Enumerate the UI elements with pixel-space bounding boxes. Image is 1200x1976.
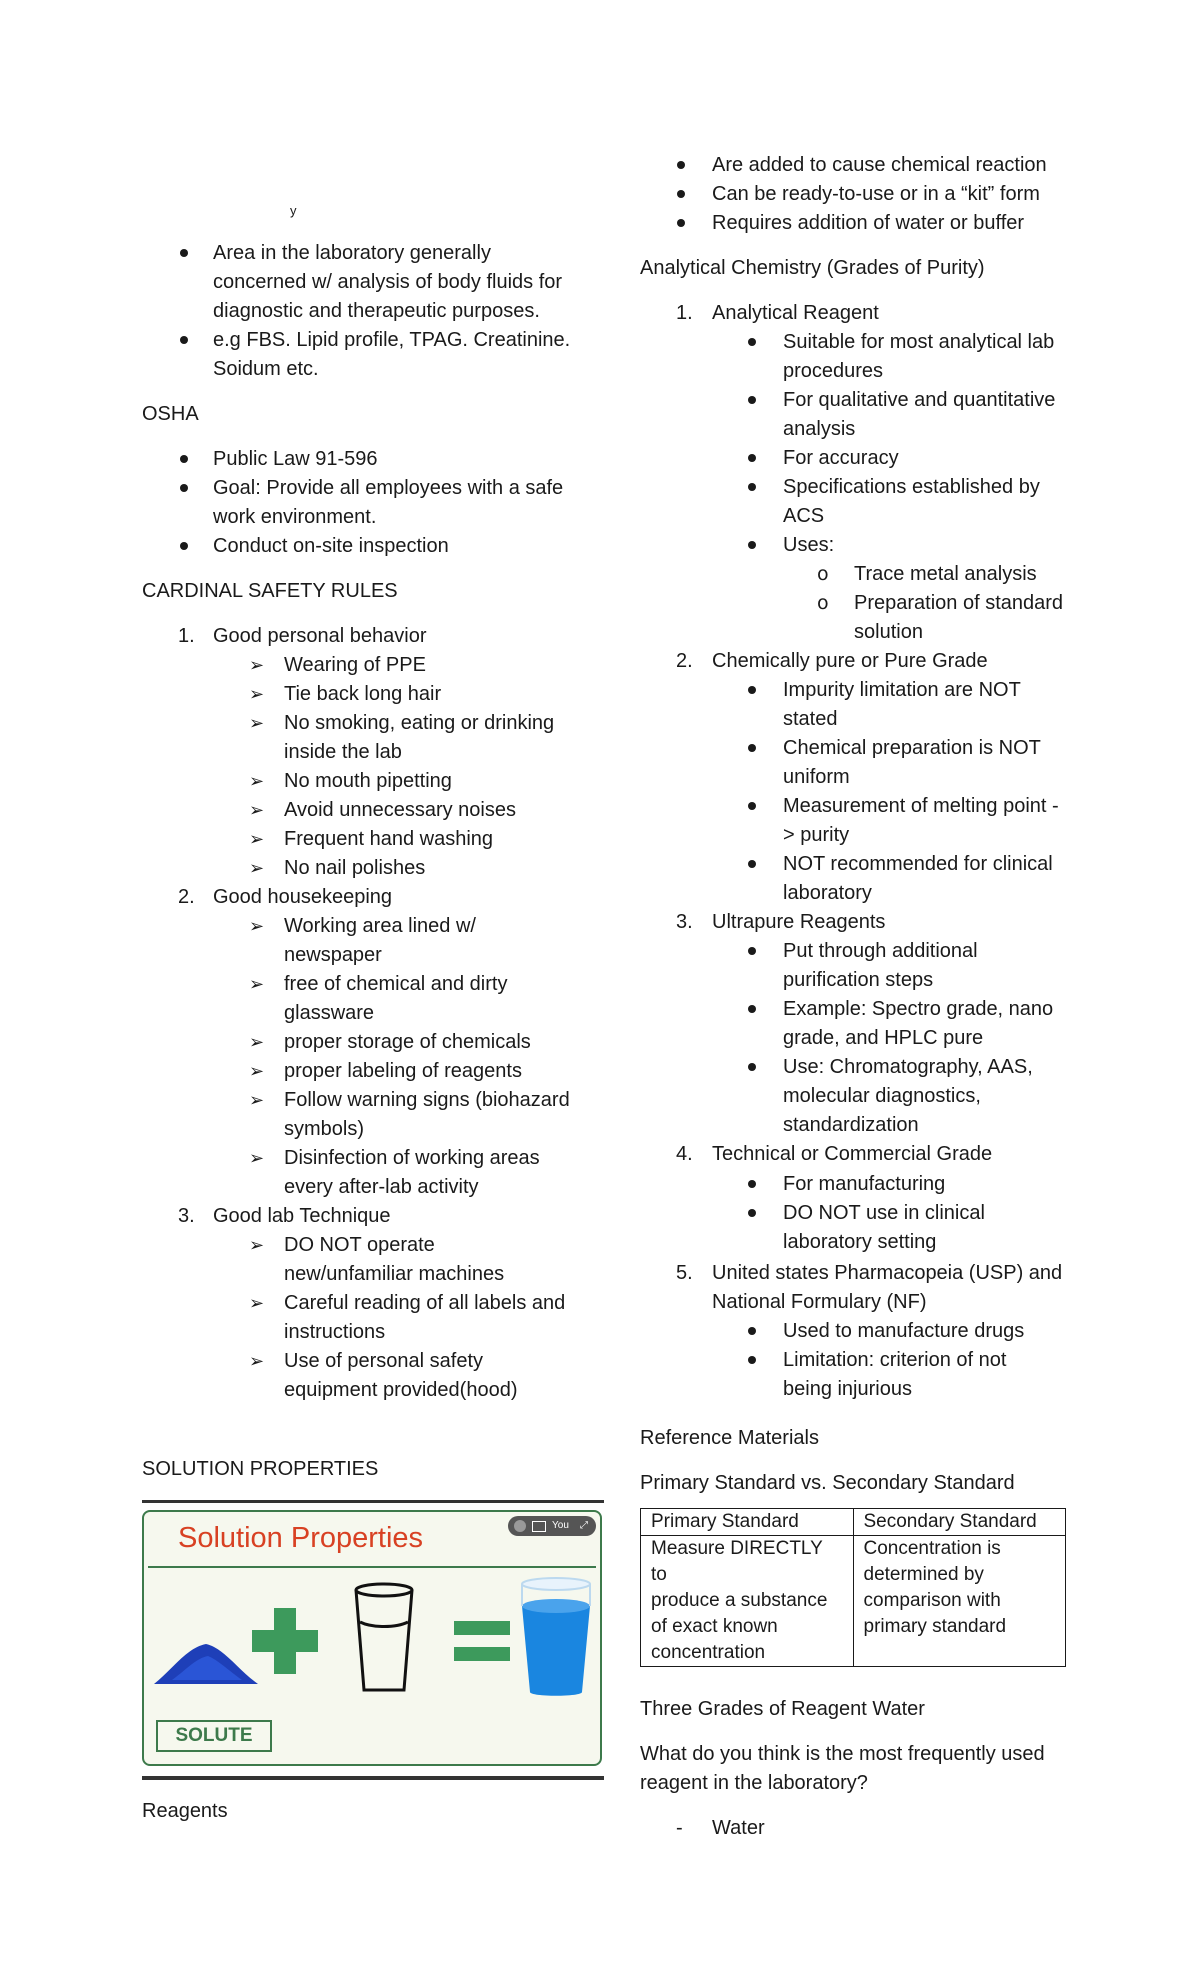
grade-item: For accuracy [783, 447, 899, 469]
grade-title: Technical or Commercial Grade [712, 1143, 993, 1165]
table-header-cell: Primary Standard [641, 1509, 854, 1536]
bullet-dot [748, 744, 756, 752]
bullet-dot [748, 1356, 756, 1364]
grade-number: 1. [676, 302, 693, 324]
analytical-heading: Analytical Chemistry (Grades of Purity) [640, 257, 985, 279]
rule-title: Good housekeeping [213, 886, 393, 908]
grade-number: 5. [676, 1262, 693, 1284]
grade-item: Used to manufacture drugs [783, 1320, 1025, 1342]
grade-item: Measurement of melting point - > purity [783, 795, 1059, 846]
image-title: Solution Properties [178, 1522, 424, 1554]
rule-item: No smoking, eating or drinking inside the lab [284, 712, 555, 763]
rule-item: Use of personal safety equipment provided(hood) [284, 1350, 518, 1401]
grade-item: Uses: [783, 534, 835, 556]
rule-item: Tie back long hair [284, 683, 442, 705]
grade-title: United states Pharmacopeia (USP) and National Formulary (NF) [712, 1262, 1063, 1313]
bullet-dot [748, 802, 756, 810]
bullet-dot [748, 1327, 756, 1335]
arrow-bullet-icon: ➢ [249, 1032, 265, 1053]
bullet-dot [180, 455, 188, 463]
bullet-dot [677, 161, 685, 169]
bullet-dot [180, 542, 188, 550]
primary-vs-secondary-heading: Primary Standard vs. Secondary Standard [640, 1472, 1015, 1494]
empty-glass-icon [352, 1582, 416, 1696]
rule-title: Good personal behavior [213, 625, 427, 647]
grade-item: Impurity limitation are NOT stated [783, 679, 1021, 730]
top-bullet: Requires addition of water or buffer [712, 212, 1025, 234]
rule-item: Frequent hand washing [284, 828, 494, 850]
bullet-dot [180, 484, 188, 492]
bullet-dot [748, 1180, 756, 1188]
arrow-bullet-icon: ➢ [249, 1293, 265, 1314]
bullet-dot [677, 219, 685, 227]
bullet-dot [748, 396, 756, 404]
arrow-bullet-icon: ➢ [249, 1351, 265, 1372]
bullet-dot [748, 1209, 756, 1217]
grade-item: For manufacturing [783, 1173, 946, 1195]
arrow-bullet-icon: ➢ [249, 858, 265, 879]
equals-sign-icon [454, 1621, 510, 1635]
bullet-dot [748, 947, 756, 955]
bullet-dot [748, 1005, 756, 1013]
camera-off-icon [532, 1521, 546, 1532]
grade-number: 4. [676, 1143, 693, 1165]
equals-sign-icon [454, 1647, 510, 1661]
grade-title: Chemically pure or Pure Grade [712, 650, 988, 672]
bullet-dot [748, 454, 756, 462]
image-slide [142, 1510, 602, 1766]
arrow-bullet-icon: ➢ [249, 684, 265, 705]
top-bullet: Can be ready-to-use or in a “kit” form [712, 183, 1040, 205]
rule-number: 2. [178, 886, 195, 908]
chem-bullet-2: e.g FBS. Lipid profile, TPAG. Creatinine. Soidum etc. [213, 329, 571, 380]
rule-item: Wearing of PPE [284, 654, 426, 676]
circle-bullet-icon: o [817, 592, 829, 614]
table-header-row [641, 1509, 1066, 1536]
grade-item: Example: Spectro grade, nano grade, and HPLC pure [783, 998, 1054, 1049]
arrow-bullet-icon: ➢ [249, 713, 265, 734]
osha-bullet-1: Public Law 91-596 [213, 448, 378, 470]
bullet-dot [748, 483, 756, 491]
arrow-bullet-icon: ➢ [249, 974, 265, 995]
bullet-dot [748, 338, 756, 346]
rule-item: free of chemical and dirty glassware [284, 973, 508, 1024]
yt-label: You [552, 1520, 569, 1531]
circle-bullet-icon: o [817, 563, 829, 585]
rule-number: 3. [178, 1205, 195, 1227]
expand-icon: ⤢ [580, 1520, 588, 1531]
reagents-heading: Reagents [142, 1800, 228, 1822]
grade-item: Use: Chromatography, AAS, molecular diagnostics, standardization [783, 1056, 1033, 1136]
top-bullet: Are added to cause chemical reaction [712, 154, 1047, 176]
grade-item: For qualitative and quantitative analysis [783, 389, 1056, 440]
table-row [641, 1536, 1066, 1667]
grade-title: Ultrapure Reagents [712, 911, 886, 933]
grade-number: 3. [676, 911, 693, 933]
rule-item: Avoid unnecessary noises [284, 799, 516, 821]
arrow-bullet-icon: ➢ [249, 1061, 265, 1082]
rule-number: 1. [178, 625, 195, 647]
rule-item: DO NOT operate new/unfamiliar machines [284, 1234, 505, 1285]
arrow-bullet-icon: ➢ [249, 1148, 265, 1169]
water-heading: Three Grades of Reagent Water [640, 1698, 925, 1720]
bullet-dot [180, 249, 188, 257]
osha-bullet-3: Conduct on-site inspection [213, 535, 449, 557]
solution-heading: SOLUTION PROPERTIES [142, 1458, 379, 1480]
grade-item: Chemical preparation is NOT uniform [783, 737, 1041, 788]
video-overlay-bar[interactable] [508, 1516, 596, 1536]
grade-item: Specifications established by ACS [783, 476, 1040, 527]
plus-sign-icon [252, 1630, 318, 1652]
osha-heading: OSHA [142, 403, 199, 425]
arrow-bullet-icon: ➢ [249, 771, 265, 792]
bullet-dot [677, 190, 685, 198]
bullet-dot [748, 860, 756, 868]
question-text: What do you think is the most frequently used reagent in the laboratory? [640, 1743, 1045, 1794]
stray-mark: y [290, 203, 297, 218]
solute-label: SOLUTE [156, 1720, 272, 1752]
bullet-dot [748, 686, 756, 694]
image-divider [148, 1566, 596, 1568]
bullet-dot [748, 541, 756, 549]
powder-pile-icon [152, 1640, 260, 1688]
grade-subitem: Trace metal analysis [854, 563, 1037, 585]
arrow-bullet-icon: ➢ [249, 916, 265, 937]
rule-item: proper labeling of reagents [284, 1060, 522, 1082]
rule-item: Working area lined w/ newspaper [284, 915, 476, 966]
grade-item: Put through additional purification steps [783, 940, 978, 991]
cardinal-heading: CARDINAL SAFETY RULES [142, 580, 398, 602]
rule-item: Follow warning signs (biohazard symbols) [284, 1089, 570, 1140]
arrow-bullet-icon: ➢ [249, 800, 265, 821]
grade-number: 2. [676, 650, 693, 672]
rule-item: Careful reading of all labels and instructions [284, 1292, 566, 1343]
reference-heading: Reference Materials [640, 1427, 819, 1449]
rule-item: proper storage of chemicals [284, 1031, 531, 1053]
arrow-bullet-icon: ➢ [249, 829, 265, 850]
rule-item: No mouth pipetting [284, 770, 452, 792]
bullet-dot [748, 1063, 756, 1071]
grade-item: Suitable for most analytical lab procedures [783, 331, 1055, 382]
grade-item: Limitation: criterion of not being injurious [783, 1349, 1007, 1400]
solution-properties-image [142, 1500, 604, 1780]
rule-item: Disinfection of working areas every after-lab activity [284, 1147, 540, 1198]
osha-bullet-2: Goal: Provide all employees with a safe work environment. [213, 477, 564, 528]
answer-text: Water [712, 1817, 765, 1839]
grade-title: Analytical Reagent [712, 302, 879, 324]
rule-title: Good lab Technique [213, 1205, 391, 1227]
grade-item: DO NOT use in clinical laboratory setting [783, 1202, 985, 1253]
arrow-bullet-icon: ➢ [249, 1235, 265, 1256]
chem-bullet-1: Area in the laboratory generally concerned w/ analysis of body fluids for diagnostic and therapeutic purposes. [213, 242, 563, 322]
arrow-bullet-icon: ➢ [249, 655, 265, 676]
bullet-dot [180, 336, 188, 344]
clock-icon [514, 1520, 526, 1532]
answer-dash: - [676, 1817, 683, 1839]
grade-subitem: Preparation of standard solution [854, 592, 1064, 643]
arrow-bullet-icon: ➢ [249, 1090, 265, 1111]
table-cell: Measure DIRECTLY to produce a substance of exact known concentration [641, 1536, 854, 1667]
rule-item: No nail polishes [284, 857, 426, 879]
table-cell: Concentration is determined by comparison with primary standard [853, 1536, 1066, 1667]
table-header-cell: Secondary Standard [853, 1509, 1066, 1536]
grade-item: NOT recommended for clinical laboratory [783, 853, 1053, 904]
water-glass-icon [516, 1576, 596, 1700]
standards-table [640, 1508, 1066, 1667]
